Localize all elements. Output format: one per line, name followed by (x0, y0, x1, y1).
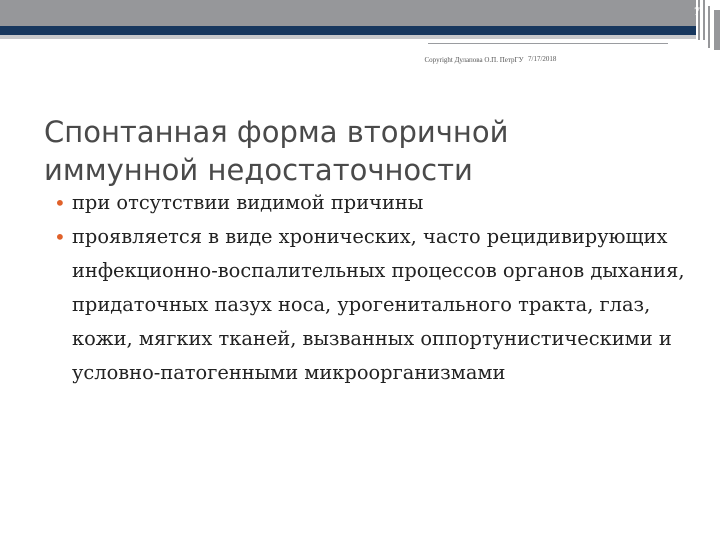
copyright-text: Copyright Дулапова О.П. ПетрГУ (424, 56, 524, 64)
bullet-list (54, 186, 694, 390)
decor-bar (703, 0, 705, 40)
bullet-text: при отсутствии видимой причины (72, 191, 424, 214)
header-accent-band (0, 26, 696, 35)
decor-bar (708, 6, 710, 48)
date-text: 7/17/2018 (528, 55, 557, 63)
decor-bar (714, 10, 720, 50)
bullet-marker: • (54, 225, 66, 249)
meta-rule (428, 43, 668, 44)
bullet-text: проявляется в виде хронических, часто рецидивирующих инфекционно-воспалительных процессов органов дыхания, придаточных пазух носа, урогенитального тракта, глаз, кожи, мягких тканей, вызванных оппортунистическими и условно-патогенными микроорганизмами (72, 225, 685, 384)
bullet-item (54, 186, 694, 220)
slide-number: 7 (694, 4, 700, 18)
slide-title: Спонтанная форма вторичной иммунной недостаточности (44, 115, 509, 188)
header-band (0, 0, 696, 26)
header-divider (0, 35, 696, 39)
bullet-marker: • (54, 191, 66, 215)
bullet-item (54, 220, 694, 390)
